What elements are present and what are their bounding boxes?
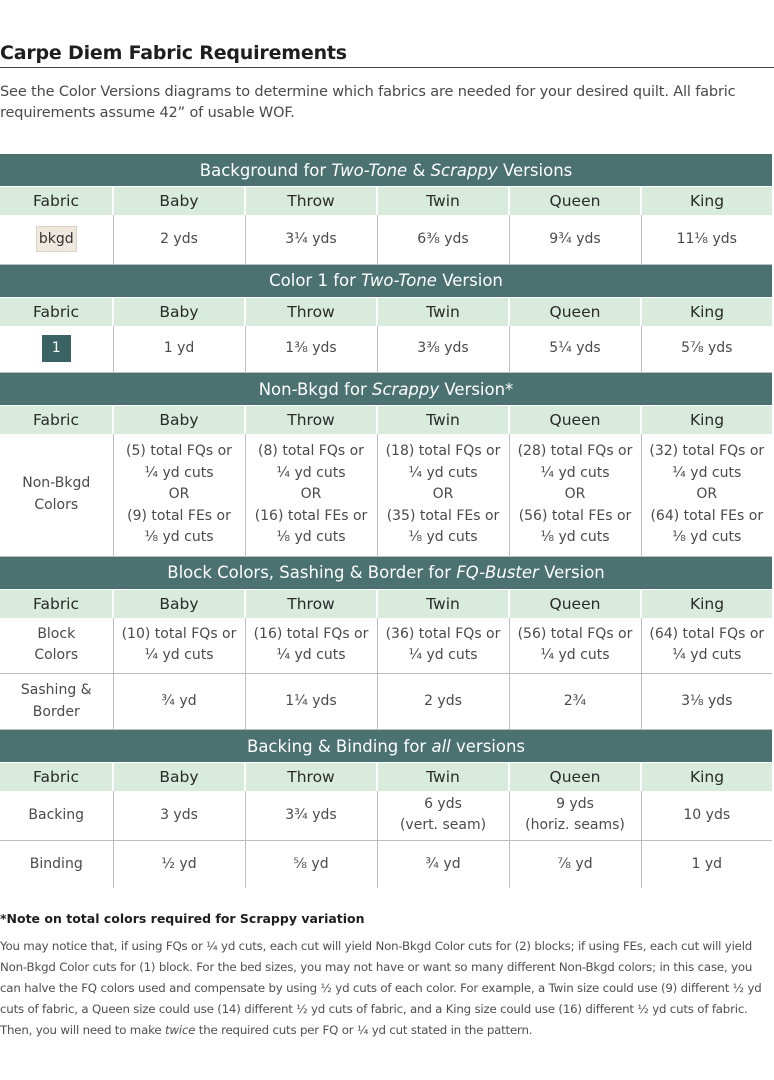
- col-fabric: Fabric: [0, 187, 113, 216]
- bkgd-fabric-swatch: bkgd: [36, 226, 77, 252]
- table-row: Backing 3 yds 3¾ yds 6 yds (vert. seam) 9 yds (horiz. seams) 10 yds: [0, 791, 772, 840]
- table-row: Binding ½ yd ⅝ yd ¾ yd ⅞ yd 1 yd: [0, 840, 772, 888]
- col-baby: Baby: [113, 187, 245, 216]
- column-header-row: Fabric Baby Throw Twin Queen King: [0, 763, 772, 792]
- table-row: Sashing & Border ¾ yd 1¼ yds 2 yds 2¾ 3⅛ yds: [0, 674, 772, 730]
- section-header-nonbkgd: Non-Bkgd for Scrappy Version*: [0, 373, 772, 406]
- section-header-block-colors: Block Colors, Sashing & Border for FQ-Buster Version: [0, 556, 772, 589]
- section-header-color1: Color 1 for Two-Tone Version: [0, 264, 772, 297]
- table-row: bkgd 2 yds 3¼ yds 6⅜ yds 9¾ yds 11⅛ yds: [0, 215, 772, 264]
- column-header-row: Fabric Baby Throw Twin Queen King: [0, 297, 772, 326]
- fabric-requirements-table: [0, 154, 772, 888]
- col-throw: Throw: [245, 187, 377, 216]
- table-row: Non-Bkgd Colors (5) total FQs or ¼ yd cuts OR (9) total FEs or ⅛ yd cuts (8) total FQs or ¼ yd cuts OR (16) total FEs or ⅛ yd cuts (18) total FQs or ¼ yd cuts OR (35) total FEs or ⅛ yd cuts (28) total FQs or ¼ yd cuts OR (56) total FEs or ⅛ yd cuts (32) total FQs or ¼ yd cuts OR (64) total FEs or ⅛ yd cuts: [0, 434, 772, 556]
- section-header-backing: Backing & Binding for all versions: [0, 730, 772, 763]
- note-title: *Note on total colors required for Scrappy variation: [0, 911, 365, 926]
- title-divider: [0, 67, 774, 68]
- column-header-row: Fabric Baby Throw Twin Queen King: [0, 589, 772, 618]
- note-body: You may notice that, if using FQs or ¼ yd cuts, each cut will yield Non-Bkgd Color cuts for (2) blocks; if using FEs, each cut will yield Non-Bkgd Color cuts for (1) block. For the bed sizes, you may not have or want so many different Non-Bkgd colors; in this case, you can halve the FQ colors used and compensate by using ½ yd cuts of each color. For example, a Twin size could use (9) different ½ yd cuts of fabric, a Queen size could use (14) different ½ yd cuts of fabric, and a King size could use (16) different ½ yd cuts of fabric. Then, you will need to make twice the required cuts per FQ or ¼ yd cut stated in the pattern.: [0, 939, 762, 1037]
- table-row: 1 1 yd 1⅜ yds 3⅜ yds 5¼ yds 5⅞ yds: [0, 326, 772, 373]
- col-queen: Queen: [509, 187, 641, 216]
- intro-paragraph: See the Color Versions diagrams to determine which fabrics are needed for your desired quilt. All fabric requirements assume 42” of usable WOF.: [0, 84, 736, 121]
- section-header-background: Background for Two-Tone & Scrappy Versions: [0, 154, 772, 187]
- color1-fabric-swatch: 1: [42, 335, 71, 362]
- column-header-row: [0, 187, 772, 216]
- table-row: Block Colors (10) total FQs or ¼ yd cuts (16) total FQs or ¼ yd cuts (36) total FQs or ¼ yd cuts (56) total FQs or ¼ yd cuts (64) total FQs or ¼ yd cuts: [0, 618, 772, 674]
- column-header-row: Fabric Baby Throw Twin Queen King: [0, 406, 772, 435]
- page-title: Carpe Diem Fabric Requirements: [0, 42, 347, 64]
- col-twin: Twin: [377, 187, 509, 216]
- col-king: King: [641, 187, 772, 216]
